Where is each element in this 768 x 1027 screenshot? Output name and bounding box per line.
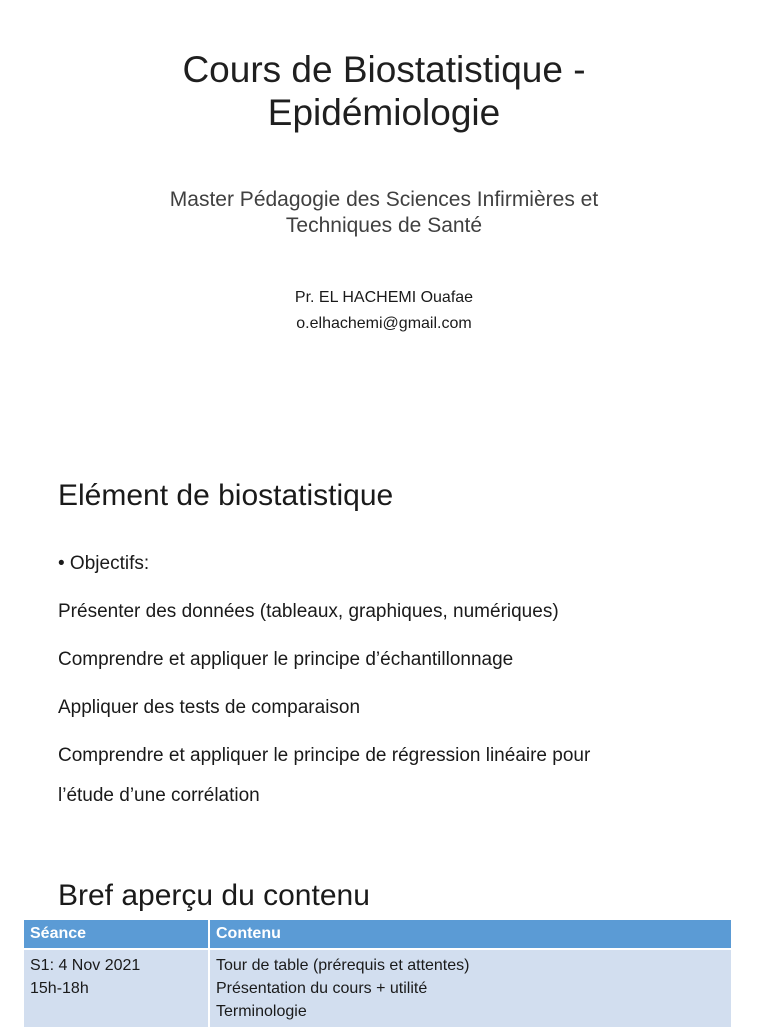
objective-item-line1: Comprendre et appliquer le principe de régression linéaire pour [58, 745, 591, 766]
contenu-cell [209, 949, 732, 1027]
contenu-line: Tour de table (prérequis et attentes) [216, 957, 470, 974]
objective-item: Présenter des données (tableaux, graphiques, numériques) [58, 601, 559, 622]
overview-heading: Bref aperçu du contenu [58, 879, 370, 912]
objective-item: Appliquer des tests de comparaison [58, 697, 361, 718]
column-header-seance: Séance [24, 920, 209, 949]
author-name: Pr. EL HACHEMI Ouafae [294, 289, 474, 306]
contenu-line: Présentation du cours + utilité [216, 980, 428, 997]
objective-item-regression [58, 736, 738, 816]
table-row [24, 949, 732, 1027]
objectives-bullet: • Objectifs: [58, 553, 150, 574]
author-block [0, 285, 768, 337]
column-header-contenu: Contenu [209, 920, 732, 949]
course-subtitle-line2: Techniques de Santé [285, 214, 483, 237]
table-header-row [24, 920, 732, 949]
overview-slide [0, 864, 768, 1024]
seance-date: S1: 4 Nov 2021 [30, 957, 141, 974]
contenu-line: Terminologie [216, 1003, 307, 1020]
seance-time: 15h-18h [30, 980, 89, 997]
course-subtitle-line1: Master Pédagogie des Sciences Infirmières et [169, 188, 599, 211]
course-subtitle [0, 187, 768, 239]
title-slide [0, 0, 768, 432]
objective-item: Comprendre et appliquer le principe d’échantillonnage [58, 649, 514, 670]
objectives-list [58, 552, 738, 840]
objectives-slide [0, 432, 768, 864]
seance-cell [24, 949, 209, 1027]
objectives-heading: Elément de biostatistique [58, 479, 394, 512]
schedule-table [24, 920, 733, 1027]
course-title-line1: Cours de Biostatistique - [182, 49, 586, 90]
objective-item-line2: l’étude d’une corrélation [58, 785, 260, 806]
course-title [0, 48, 768, 134]
author-email[interactable]: o.elhachemi@gmail.com [296, 315, 472, 332]
course-title-line2: Epidémiologie [267, 92, 501, 133]
